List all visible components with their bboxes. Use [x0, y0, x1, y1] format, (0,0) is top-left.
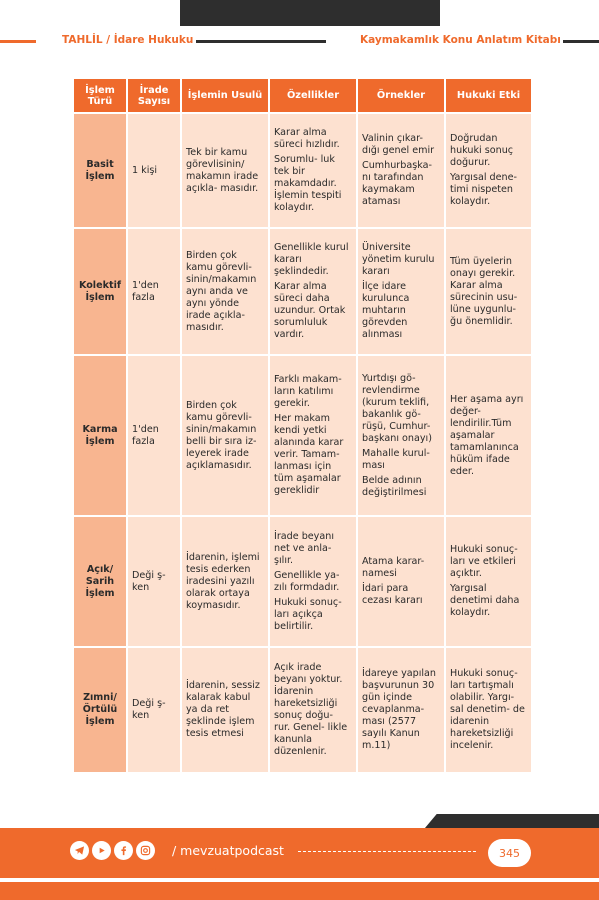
table-row	[73, 355, 532, 516]
cell-method: Tek bir kamu görevlisinin/ makamın irade açıkla- masıdır.	[181, 113, 269, 228]
header-rule-left	[0, 40, 36, 43]
column-header: Hukuki Etki	[445, 78, 532, 113]
cell-paragraph: Genellikle kurul kararı şeklindedir.	[274, 242, 349, 277]
cell-paragraph: Atama karar- namesi	[362, 556, 425, 579]
facebook-icon[interactable]	[114, 841, 133, 860]
header-rule-middle	[196, 40, 326, 43]
table-header-row	[73, 78, 532, 113]
cell-count: 1 kişi	[127, 113, 181, 228]
cell-method: İdarenin, işlemi tesis ederken iradesini yazılı olarak ortaya koymasıdır.	[181, 516, 269, 647]
cell-examples	[357, 355, 445, 516]
cell-method: Birden çok kamu görevli- sinin/makamın aynı anda ve aynı yönde irade açıkla- masıdır.	[181, 228, 269, 355]
cell-count: 1'den fazla	[127, 228, 181, 355]
cell-paragraph: Yargısal denetimi daha kolaydır.	[450, 583, 520, 618]
cell-paragraph: Doğrudan hukuki sonuç doğurur.	[450, 133, 514, 168]
social-icons	[70, 841, 155, 860]
cell-paragraph: İrade beyanı net ve anla- şılır.	[274, 530, 334, 566]
cell-paragraph: İdari para cezası kararı	[362, 583, 423, 606]
column-header: İrade Sayısı	[127, 78, 181, 113]
cell-effect	[445, 647, 532, 773]
cell-paragraph: Hukuki sonuç- ları açıkça belirtilir.	[274, 596, 342, 632]
cell-count: Deği ş- ken	[127, 647, 181, 773]
table-row	[73, 113, 532, 228]
cell-features	[269, 516, 357, 647]
cell-paragraph: İlçe idare kurulunca muhtarın görevden alınması	[362, 281, 410, 340]
page-number: 345	[488, 839, 531, 867]
cell-examples	[357, 647, 445, 773]
cell-method: Birden çok kamu görevli- sinin/makamın belli bir sıra iz- leyerek irade açıklamasıdır.	[181, 355, 269, 516]
cell-effect	[445, 113, 532, 228]
cell-features	[269, 355, 357, 516]
cell-effect	[445, 355, 532, 516]
social-handle[interactable]: / mevzuatpodcast	[172, 843, 284, 858]
cell-effect	[445, 516, 532, 647]
instagram-icon[interactable]	[136, 841, 155, 860]
top-decor-bar	[180, 0, 440, 26]
cell-paragraph: Sorumlu- luk tek bir makamdadır. İşlemin tespiti kolaydır.	[274, 154, 342, 213]
cell-paragraph: Cumhurbaşka- nı tarafından kaymakam ataması	[362, 160, 432, 207]
cell-type: Kolektif İşlem	[73, 228, 127, 355]
cell-effect	[445, 228, 532, 355]
cell-type: Açık/ Sarih İşlem	[73, 516, 127, 647]
footer-dashed-line	[298, 851, 476, 852]
cell-type: Karma İşlem	[73, 355, 127, 516]
cell-paragraph: Mahalle kurul- ması	[362, 447, 430, 471]
cell-paragraph: Yurtdışı gö- revlendirme (kurum teklifi, bakanlık gö- rüşü, Cumhur- başkanı onayı)	[362, 372, 432, 444]
table-row	[73, 647, 532, 773]
footer-divider	[0, 878, 599, 882]
comparison-table	[72, 77, 533, 774]
cell-paragraph: Açık irade beyanı yoktur. İdarenin hareketsizliği sonuç doğu- rur. Genel- likle kanunla düzenlenir.	[274, 662, 348, 757]
cell-examples	[357, 516, 445, 647]
cell-paragraph: Üniversite yönetim kurulu kararı	[362, 242, 435, 277]
column-header: İşlemin Usulü	[181, 78, 269, 113]
cell-examples	[357, 113, 445, 228]
cell-features	[269, 113, 357, 228]
cell-count: 1'den fazla	[127, 355, 181, 516]
column-header: İşlem Türü	[73, 78, 127, 113]
cell-paragraph: Hukuki sonuç- ları tartışmalı olabilir. Yargı- sal denetim- de idarenin hareketsizliği incelenir.	[450, 668, 525, 751]
cell-paragraph: Hukuki sonuç- ları ve etkileri açıktır.	[450, 544, 518, 579]
telegram-icon[interactable]	[70, 841, 89, 860]
cell-paragraph: Valinin çıkar- dığı genel emir	[362, 133, 435, 156]
cell-paragraph: Belde adının değiştirilmesi	[362, 474, 427, 498]
cell-method: İdarenin, sessiz kalarak kabul ya da ret şeklinde işlem tesis etmesi	[181, 647, 269, 773]
header-section-title: TAHLİL / İdare Hukuku	[62, 34, 194, 46]
column-header: Örnekler	[357, 78, 445, 113]
cell-examples	[357, 228, 445, 355]
cell-count: Deği ş- ken	[127, 516, 181, 647]
table-row	[73, 516, 532, 647]
cell-features	[269, 228, 357, 355]
cell-paragraph: Tüm üyelerin onayı gerekir. Karar alma sürecinin usu- lüne uygunlu- ğu önemlidir.	[450, 255, 518, 327]
cell-features	[269, 647, 357, 773]
cell-paragraph: İdareye yapılan başvurunun 30 gün içinde cevaplanma- ması (2577 sayılı Kanun m.11)	[362, 668, 437, 751]
cell-paragraph: Karar alma süreci daha uzundur. Ortak sorumluluk vardır.	[274, 281, 346, 340]
cell-paragraph: Genellikle ya- zılı formdadır.	[274, 569, 340, 593]
header-rule-right	[563, 40, 599, 43]
table-row	[73, 228, 532, 355]
youtube-icon[interactable]	[92, 841, 111, 860]
cell-type: Zımni/ Örtülü İşlem	[73, 647, 127, 773]
header-book-title: Kaymakamlık Konu Anlatım Kitabı	[360, 34, 561, 46]
cell-paragraph: Her aşama ayrı değer- lendirilir.Tüm aşamalar tamamlanınca hüküm ifade eder.	[450, 393, 524, 477]
cell-type: Basit İşlem	[73, 113, 127, 228]
column-header: Özellikler	[269, 78, 357, 113]
cell-paragraph: Karar alma süreci hızlıdır.	[274, 127, 340, 150]
cell-paragraph: Farklı makam- ların katılımı gerekir.	[274, 374, 342, 409]
cell-paragraph: Her makam kendi yetki alanında karar verir. Tamam- lanması için tüm aşamalar gereklidir	[274, 413, 344, 496]
cell-paragraph: Yargısal dene- timi nispeten kolaydır.	[450, 172, 517, 207]
